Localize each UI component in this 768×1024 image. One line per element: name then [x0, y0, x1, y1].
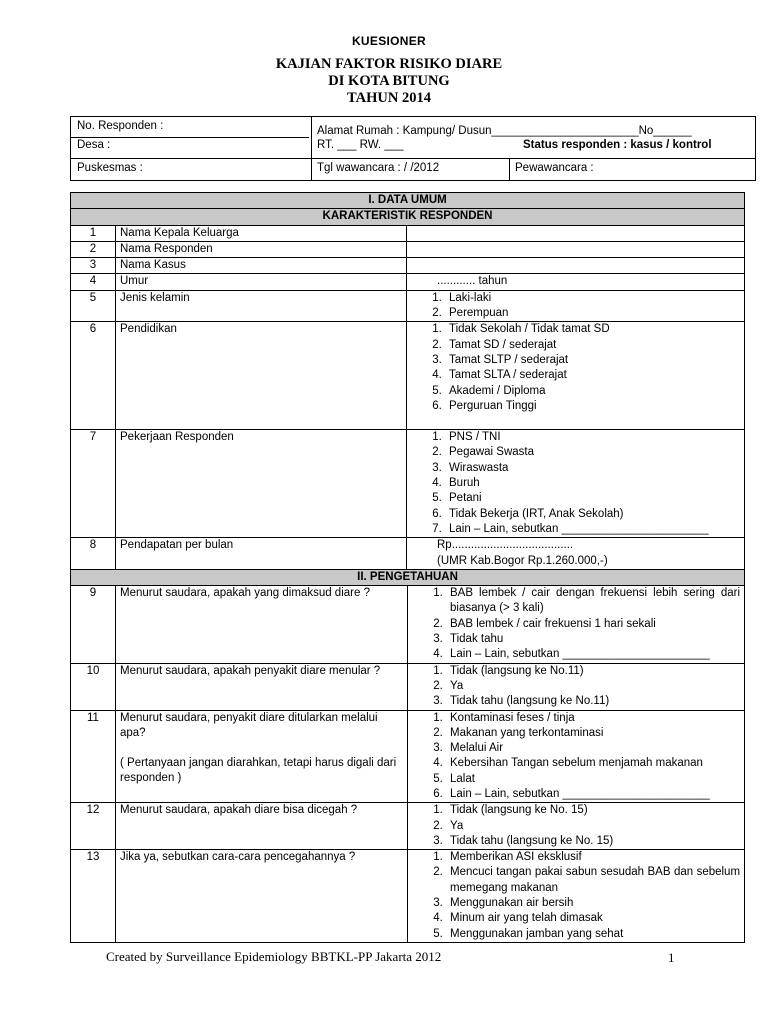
option-item[interactable]: 4. Kebersihan Tangan sebelum menjamah makanan — [446, 756, 740, 771]
answer-cell — [407, 322, 745, 430]
table-row — [71, 430, 745, 538]
section-pengetahuan: II. PENGETAHUAN — [71, 569, 745, 585]
option-item[interactable]: 5. Lalat — [446, 772, 740, 787]
table-row — [71, 663, 745, 710]
option-item[interactable]: 1. BAB lembek / cair dengan frekuensi lebih sering dari biasanya (> 3 kali) — [446, 586, 740, 617]
option-item[interactable]: 4. Minum air yang telah dimasak — [446, 911, 740, 926]
option-item[interactable]: 3. Tidak tahu (langsung ke No. 15) — [446, 834, 740, 849]
question-text: Nama Kepala Keluarga — [116, 225, 407, 241]
row-number: 5 — [71, 290, 116, 322]
interviewer-note: ( Pertanyaan jangan diarahkan, tetapi harus digali dari responden ) — [120, 757, 397, 785]
page-number: 1 — [668, 950, 675, 965]
table-row — [71, 803, 745, 850]
table-row — [71, 274, 745, 290]
title-line-3: TAHUN 2014 — [347, 90, 431, 106]
question-text: Menurut saudara, apakah yang dimaksud diare ? — [116, 586, 408, 662]
question-text: Jenis kelamin — [116, 290, 407, 322]
question-text: Pendapatan per bulan — [116, 538, 407, 570]
option-item[interactable]: 3. Melalui Air — [446, 741, 740, 756]
row-number: 7 — [71, 430, 116, 538]
table-row — [71, 241, 745, 257]
option-item[interactable]: 1. Kontaminasi feses / tinja — [446, 711, 740, 726]
option-list — [412, 664, 740, 710]
option-list — [411, 322, 740, 414]
option-item[interactable]: 2. Mencuci tangan pakai sabun sesudah BAB dan sebelum memegang makanan — [446, 865, 740, 896]
option-item[interactable]: 4. Buruh — [445, 476, 740, 491]
question-text: Menurut saudara, apakah penyakit diare menular ? — [116, 664, 408, 710]
section-karakteristik: KARAKTERISTIK RESPONDEN — [71, 209, 745, 225]
answer-cell[interactable]: ............ tahun — [407, 274, 745, 290]
section-header — [71, 209, 745, 225]
option-item[interactable]: 1. Tidak (langsung ke No. 15) — [446, 803, 740, 818]
rt-rw-field[interactable]: RT. ___ RW. ___ — [317, 139, 404, 151]
table-row — [71, 290, 745, 322]
option-item[interactable]: 2. Pegawai Swasta — [445, 445, 740, 460]
table-row — [71, 586, 745, 663]
option-item[interactable]: 2. Ya — [446, 819, 740, 834]
row-number: 1 — [71, 225, 116, 241]
option-item[interactable]: 5. Menggunakan jamban yang sehat — [446, 927, 740, 942]
option-item[interactable]: 6. Lain – Lain, sebutkan _______________________ — [446, 787, 740, 802]
alamat-field[interactable]: Alamat Rumah : Kampung/ Dusun_______________________No______ — [317, 125, 692, 137]
answer-cell — [407, 430, 745, 538]
option-item[interactable]: 3. Menggunakan air bersih — [446, 896, 740, 911]
answer-cell[interactable] — [407, 258, 745, 274]
option-item[interactable]: 1. Tidak (langsung ke No.11) — [446, 664, 740, 679]
row-number: 9 — [71, 586, 116, 663]
pewawancara-field[interactable]: Pewawancara : — [515, 162, 594, 174]
option-item[interactable]: 5. Akademi / Diploma — [445, 384, 740, 399]
table-row — [71, 850, 745, 943]
option-item[interactable]: 2. Makanan yang terkontaminasi — [446, 726, 740, 741]
option-item[interactable]: 2. Tamat SD / sederajat — [445, 338, 740, 353]
umr-note: (UMR Kab.Bogor Rp.1.260.000,-) — [437, 554, 608, 567]
row-number: 4 — [71, 274, 116, 290]
row-number: 2 — [71, 241, 116, 257]
answer-cell — [407, 538, 745, 570]
option-list — [412, 586, 740, 662]
row-number: 8 — [71, 538, 116, 570]
option-item[interactable]: 1. Memberikan ASI eksklusif — [446, 850, 740, 865]
tgl-wawancara-field[interactable]: Tgl wawancara : / /2012 — [317, 162, 440, 174]
no-responden-field[interactable]: No. Responden : — [77, 120, 164, 132]
option-item[interactable]: 2. BAB lembek / cair frekuensi 1 hari sekali — [446, 617, 740, 632]
status-responden-field[interactable]: Status responden : kasus / kontrol — [523, 139, 712, 151]
questionnaire-table — [70, 192, 745, 943]
desa-field[interactable]: Desa : — [77, 139, 111, 151]
row-number: 3 — [71, 258, 116, 274]
option-list — [412, 803, 740, 849]
row-number: 11 — [71, 710, 116, 803]
question-text: Menurut saudara, penyakit diare ditularkan melalui apa? — [120, 711, 378, 739]
option-item[interactable]: 1. Tidak Sekolah / Tidak tamat SD — [445, 322, 740, 337]
option-item[interactable]: 1. Laki-laki — [445, 291, 740, 306]
question-text: Nama Kasus — [116, 258, 407, 274]
section-header — [71, 569, 745, 585]
question-text: Menurut saudara, apakah diare bisa dicegah ? — [116, 803, 408, 849]
table-row — [71, 538, 745, 570]
option-item[interactable]: 7. Lain – Lain, sebutkan _______________________ — [445, 522, 740, 537]
section-header — [71, 193, 745, 209]
table-row — [71, 258, 745, 274]
section-data-umum: I. DATA UMUM — [71, 193, 745, 209]
puskesmas-field[interactable]: Puskesmas : — [77, 162, 143, 174]
row-number: 13 — [71, 850, 116, 943]
option-item[interactable]: 6. Tidak Bekerja (IRT, Anak Sekolah) — [445, 507, 740, 522]
option-list — [412, 711, 740, 803]
option-item[interactable]: 6. Perguruan Tinggi — [445, 399, 740, 414]
row-number: 6 — [71, 322, 116, 430]
question-text: Pekerjaan Responden — [116, 430, 407, 538]
option-item[interactable]: 2. Perempuan — [445, 306, 740, 321]
answer-cell[interactable] — [407, 241, 745, 257]
option-list — [412, 850, 740, 942]
option-item[interactable]: 2. Ya — [446, 679, 740, 694]
title-line-2: DI KOTA BITUNG — [328, 73, 450, 89]
option-item[interactable]: 5. Petani — [445, 491, 740, 506]
question-text: Umur — [116, 274, 407, 290]
answer-cell[interactable] — [407, 225, 745, 241]
question-text: Pendidikan — [116, 322, 407, 430]
option-item[interactable]: 3. Tidak tahu (langsung ke No.11) — [446, 694, 740, 709]
table-row — [71, 225, 745, 241]
title-line-1: KAJIAN FAKTOR RISIKO DIARE — [275, 56, 503, 72]
answer-cell — [407, 290, 745, 322]
footer-text: Created by Surveillance Epidemiology BBTKL-PP Jakarta 2012 — [106, 949, 442, 964]
table-row — [71, 322, 745, 430]
respondent-info-box — [70, 116, 756, 181]
option-list — [411, 430, 740, 537]
option-item[interactable]: 3. Wiraswasta — [445, 461, 740, 476]
row-number: 10 — [71, 663, 116, 710]
option-item[interactable]: 4. Lain – Lain, sebutkan _______________________ — [446, 647, 740, 662]
income-field[interactable]: Rp...................................... — [437, 539, 574, 552]
questionnaire-label: KUESIONER — [351, 34, 427, 48]
question-text: Nama Responden — [116, 241, 407, 257]
option-list — [411, 291, 740, 322]
option-item[interactable]: 4. Tamat SLTA / sederajat — [445, 368, 740, 383]
table-row — [71, 710, 745, 803]
question-text: Jika ya, sebutkan cara-cara pencegahannya ? — [116, 850, 408, 942]
option-item[interactable]: 3. Tamat SLTP / sederajat — [445, 353, 740, 368]
option-item[interactable]: 3. Tidak tahu — [446, 632, 740, 647]
row-number: 12 — [71, 803, 116, 850]
option-item[interactable]: 1. PNS / TNI — [445, 430, 740, 445]
